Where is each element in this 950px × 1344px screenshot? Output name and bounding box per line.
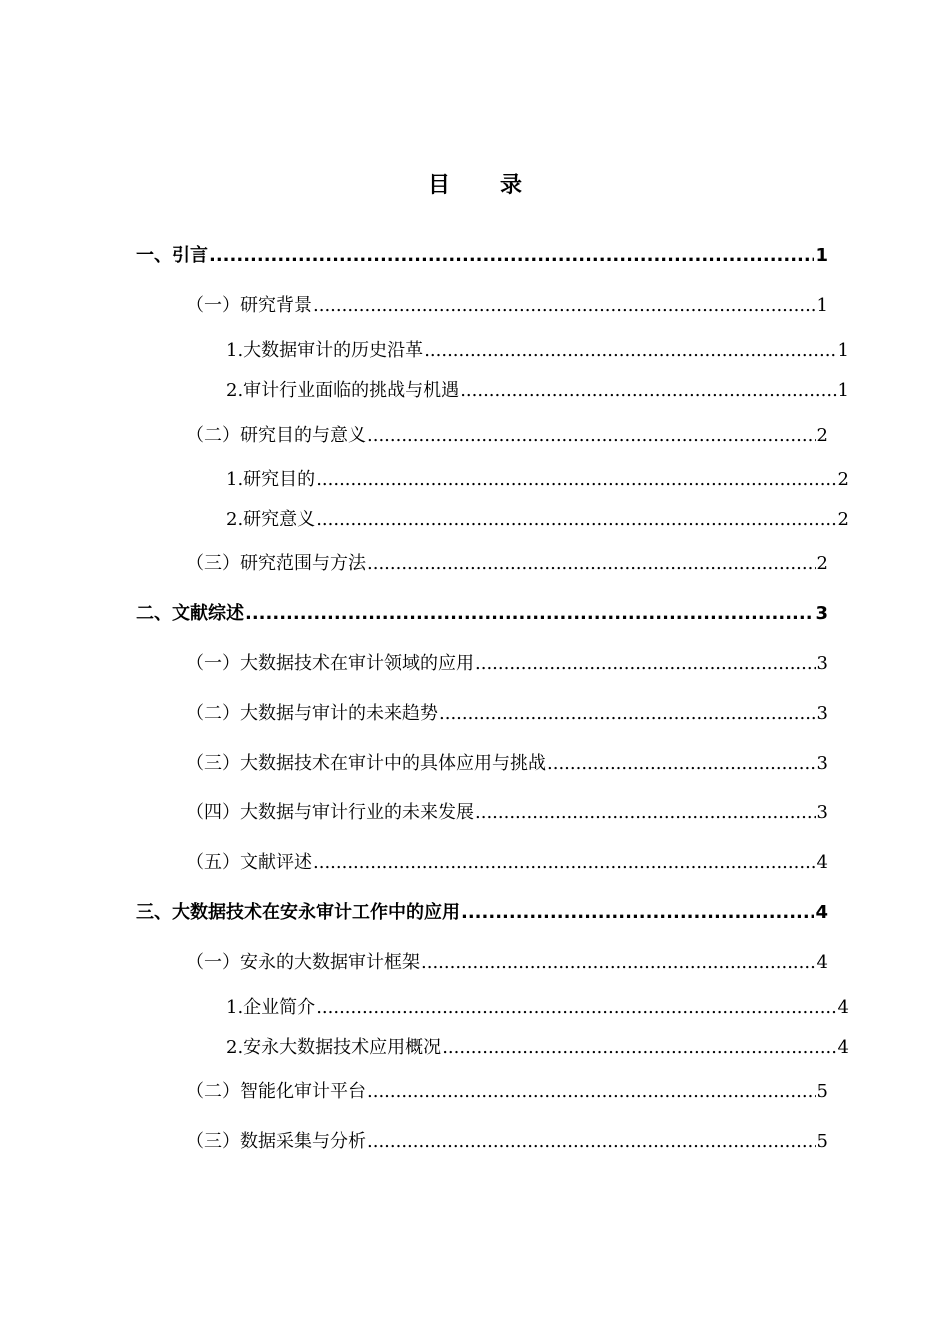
dot-leader [313, 293, 816, 319]
toc-entry-level3[interactable] [226, 467, 849, 493]
toc-entry-level2[interactable] [186, 1129, 828, 1155]
toc-entry-label: 2.审计行业面临的挑战与机遇 [226, 380, 460, 401]
dot-leader [367, 551, 816, 577]
toc-entry-level3[interactable] [226, 338, 849, 364]
toc-page-number: 2 [837, 469, 849, 490]
toc-entry-level2[interactable] [186, 293, 828, 319]
dot-leader [421, 950, 816, 976]
toc-page-number: 5 [816, 1081, 828, 1102]
toc-entry-label: 2.研究意义 [226, 509, 316, 530]
toc-page-number: 4 [816, 952, 828, 973]
toc-entry-label: （一）安永的大数据审计框架 [186, 952, 420, 973]
dot-leader [461, 900, 814, 926]
toc-entry-label: （三）研究范围与方法 [186, 553, 366, 574]
toc-entry-level3[interactable] [226, 1035, 849, 1061]
toc-page-number: 2 [816, 425, 828, 446]
toc-page-number: 3 [816, 802, 828, 823]
dot-leader [475, 651, 816, 677]
toc-entry-level2[interactable] [186, 1079, 828, 1105]
toc-entry-level1[interactable] [136, 243, 828, 269]
dot-leader [424, 338, 836, 364]
dot-leader [547, 751, 816, 777]
toc-entry-label: （五）文献评述 [186, 852, 312, 873]
toc-entry-label: （二）智能化审计平台 [186, 1081, 366, 1102]
toc-page-number: 4 [815, 902, 828, 923]
toc-entry-label: （三）大数据技术在审计中的具体应用与挑战 [186, 753, 546, 774]
toc-page-number: 1 [815, 245, 828, 266]
dot-leader [442, 1035, 836, 1061]
toc-page-number: 3 [816, 653, 828, 674]
toc-entry-label: 三、大数据技术在安永审计工作中的应用 [136, 902, 460, 923]
title-char-1: 目 [427, 173, 450, 198]
toc-page-number: 2 [837, 509, 849, 530]
toc-entry-label: 一、引言 [136, 245, 208, 266]
dot-leader [475, 800, 816, 826]
toc-page-number: 5 [816, 1131, 828, 1152]
toc-entry-level2[interactable] [186, 651, 828, 677]
toc-entry-level3[interactable] [226, 995, 849, 1021]
toc-entry-label: 二、文献综述 [136, 603, 244, 624]
dot-leader [367, 423, 816, 449]
dot-leader [316, 467, 836, 493]
toc-entry-level2[interactable] [186, 850, 828, 876]
toc-entry-label: 2.安永大数据技术应用概况 [226, 1037, 442, 1058]
toc-page-number: 4 [837, 997, 849, 1018]
dot-leader [245, 601, 814, 627]
toc-entry-label: （三）数据采集与分析 [186, 1131, 366, 1152]
dot-leader [367, 1129, 816, 1155]
toc-entry-level3[interactable] [226, 378, 849, 404]
toc-page-number: 4 [837, 1037, 849, 1058]
dot-leader [460, 378, 836, 404]
toc-entry-label: 1.企业简介 [226, 997, 316, 1018]
toc-entry-level2[interactable] [186, 950, 828, 976]
toc-entry-label: 1.大数据审计的历史沿革 [226, 340, 424, 361]
toc-page-number: 3 [815, 603, 828, 624]
toc-entry-label: （二）大数据与审计的未来趋势 [186, 703, 438, 724]
toc-page-number: 1 [837, 380, 849, 401]
dot-leader [439, 701, 816, 727]
toc-entry-level2[interactable] [186, 551, 828, 577]
toc-page-number: 1 [837, 340, 849, 361]
toc-entry-level2[interactable] [186, 800, 828, 826]
toc-page-number: 3 [816, 753, 828, 774]
dot-leader [316, 995, 836, 1021]
toc-entry-label: （一）研究背景 [186, 295, 312, 316]
dot-leader [209, 243, 814, 269]
toc-entry-level2[interactable] [186, 751, 828, 777]
toc-entry-label: （四）大数据与审计行业的未来发展 [186, 802, 474, 823]
title-char-2: 录 [500, 173, 523, 198]
dot-leader [316, 507, 836, 533]
toc-entry-level2[interactable] [186, 701, 828, 727]
page-title [0, 168, 950, 199]
dot-leader [313, 850, 816, 876]
toc-page-number: 1 [816, 295, 828, 316]
toc-page-number: 3 [816, 703, 828, 724]
toc-entry-label: （二）研究目的与意义 [186, 425, 366, 446]
toc-entry-level3[interactable] [226, 507, 849, 533]
toc-entry-level1[interactable] [136, 900, 828, 926]
toc-entry-level2[interactable] [186, 423, 828, 449]
toc-entry-level1[interactable] [136, 601, 828, 627]
toc-page-number: 2 [816, 553, 828, 574]
toc-entry-label: 1.研究目的 [226, 469, 316, 490]
dot-leader [367, 1079, 816, 1105]
toc-page-number: 4 [816, 852, 828, 873]
toc-entry-label: （一）大数据技术在审计领域的应用 [186, 653, 474, 674]
